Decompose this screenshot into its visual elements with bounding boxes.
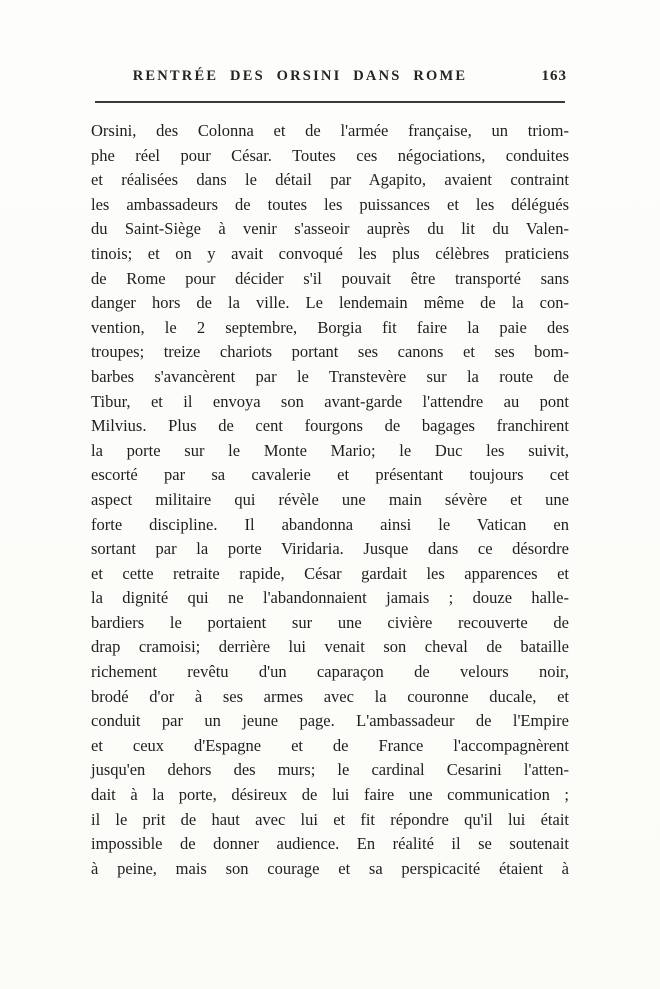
text-line: forte discipline. Il abandonna ainsi le Vatican en	[91, 514, 569, 534]
text-line: phe réel pour César. Toutes ces négociations, conduites	[91, 145, 569, 165]
text-line: la porte sur le Monte Mario; le Duc les suivit,	[91, 440, 569, 460]
text-line: Orsini, des Colonna et de l'armée française, un triom-	[91, 121, 569, 140]
text-line: la dignité qui ne l'abandonnaient jamais ; douze halle-	[91, 588, 569, 608]
running-header-title: RENTRÉE DES ORSINI DANS ROME	[132, 68, 468, 84]
text-line: Tibur, et il envoya son avant-garde l'attendre au pont	[91, 391, 569, 411]
text-line: jusqu'en dehors des murs; le cardinal Cesarini l'atten-	[91, 760, 569, 780]
text-line: impossible de donner audience. En réalité il se soutenait	[91, 834, 569, 854]
page-number: 163	[541, 68, 567, 84]
text-line: tinois; et on y avait convoqué les plus célèbres praticiens	[91, 243, 569, 263]
text-line: dait à la porte, désireux de lui faire une communication ;	[91, 785, 569, 805]
text-line: drap cramoisi; derrière lui venait son cheval de bataille	[91, 637, 569, 657]
text-line: bardiers le portaient sur une civière recouverte de	[91, 612, 569, 632]
text-line: à peine, mais son courage et sa perspicacité étaient à	[91, 858, 569, 878]
text-line: et réalisées dans le détail par Agapito, avaient contraint	[91, 170, 569, 190]
text-line: et cette retraite rapide, César gardait les apparences et	[91, 563, 569, 583]
running-header	[91, 68, 569, 90]
text-line: brodé d'or à ses armes avec la couronne ducale, et	[91, 686, 569, 706]
text-line: vention, le 2 septembre, Borgia fit faire la paie des	[91, 317, 569, 337]
text-line: conduit par un jeune page. L'ambassadeur de l'Empire	[91, 711, 569, 731]
text-line: troupes; treize chariots portant ses canons et ses bom-	[91, 342, 569, 362]
text-line: escorté par sa cavalerie et présentant toujours cet	[91, 465, 569, 485]
text-line: barbes s'avancèrent par le Transtevère sur la route de	[91, 366, 569, 386]
text-line: sortant par la porte Viridaria. Jusque dans ce désordre	[91, 539, 569, 559]
text-line: richement revêtu d'un caparaçon de velours noir,	[91, 662, 569, 682]
text-line: de Rome pour décider s'il pouvait être transporté sans	[91, 268, 569, 288]
page-body-text	[91, 119, 569, 881]
text-line: les ambassadeurs de toutes les puissances et les délégués	[91, 194, 569, 214]
text-line: danger hors de la ville. Le lendemain même de la con-	[91, 293, 569, 313]
header-rule	[95, 101, 565, 103]
text-line: il le prit de haut avec lui et fit répondre qu'il lui était	[91, 809, 569, 829]
text-line: et ceux d'Espagne et de France l'accompagnèrent	[91, 735, 569, 755]
text-line: Milvius. Plus de cent fourgons de bagages franchirent	[91, 416, 569, 436]
text-line: aspect militaire qui révèle une main sévère et une	[91, 489, 569, 509]
text-line: du Saint-Siège à venir s'asseoir auprès du lit du Valen-	[91, 219, 569, 239]
